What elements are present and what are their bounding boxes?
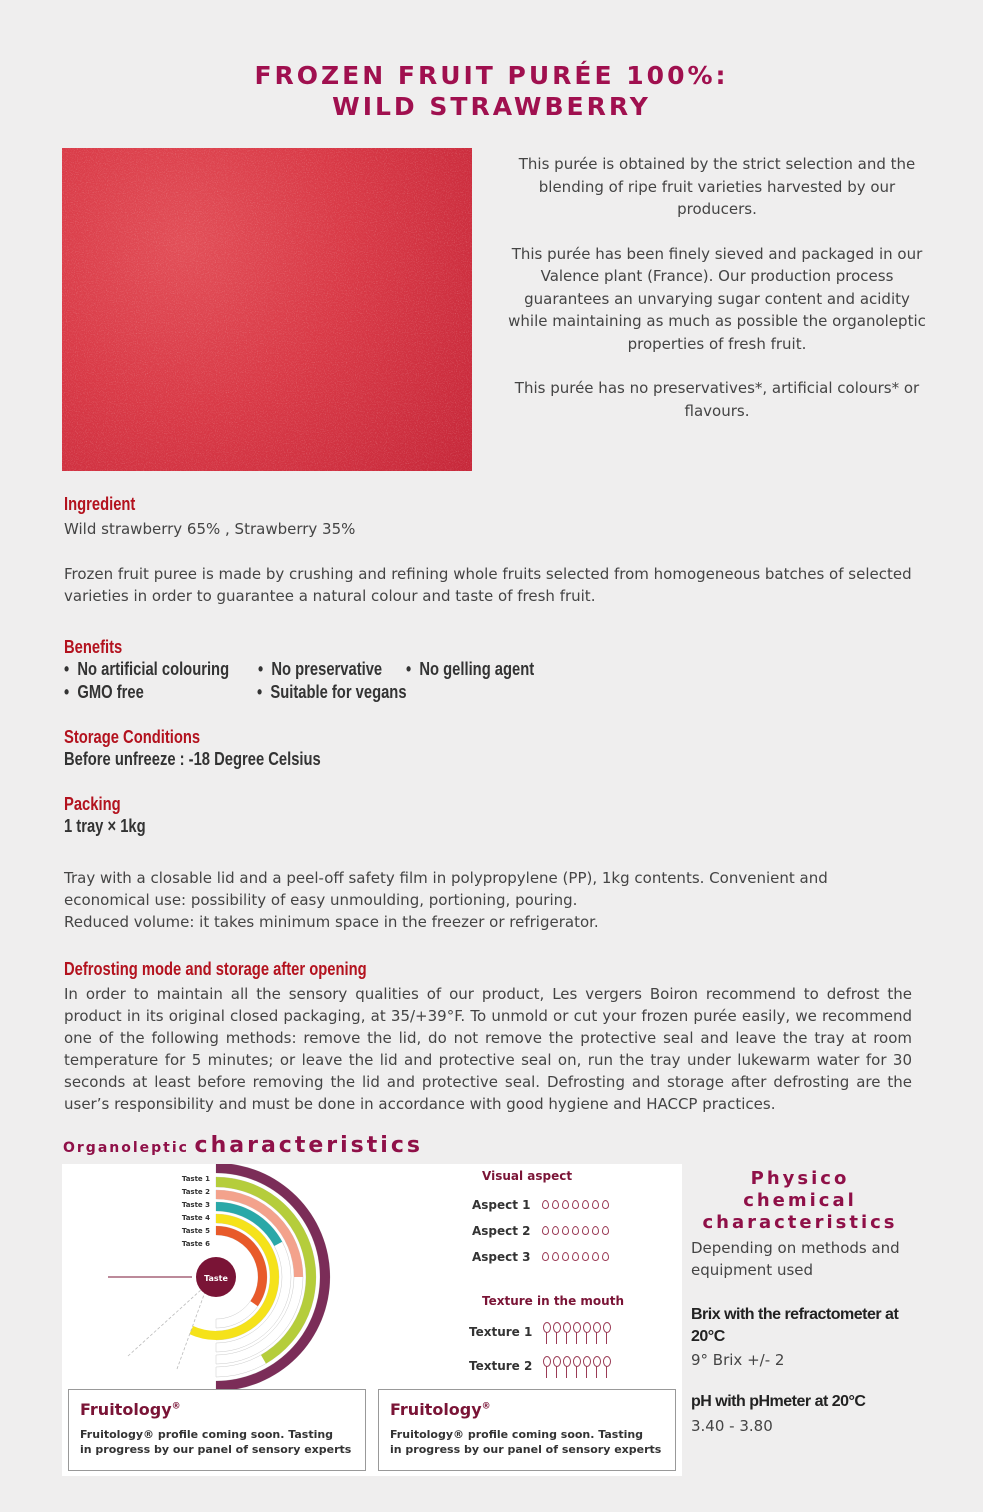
texture-heading: Texture in the mouth <box>482 1294 624 1308</box>
taste-label: Taste 4 <box>181 1214 210 1222</box>
benefit-item: • GMO free <box>64 682 144 702</box>
product-photo <box>62 148 472 471</box>
defrosting-heading: Defrosting mode and storage after opening <box>64 959 367 979</box>
aspect-row: Aspect 1 <box>472 1194 612 1213</box>
taste-guide-line <box>128 1289 202 1356</box>
fruitology-heading: Fruitology® <box>80 1400 181 1419</box>
fruitology-heading: Fruitology® <box>390 1400 491 1419</box>
brix-label: Brix with the refractometer at 20°C <box>691 1306 899 1345</box>
packing-heading: Packing <box>64 794 121 814</box>
physico-title: Physico chemical characteristics <box>702 1168 898 1233</box>
benefit-item: • Suitable for vegans <box>257 682 407 702</box>
benefits-heading: Benefits <box>64 637 123 657</box>
drop-icons <box>542 1194 612 1213</box>
ph-label: pH with pHmeter at 20°C <box>691 1393 866 1410</box>
packing-description <box>64 867 914 933</box>
aspect-row: Aspect 3 <box>472 1246 612 1265</box>
intro-paragraph-2: This purée has been finely sieved and packaged in our Valence plant (France). Our production process guarantees an unvarying sugar content and acidity while maintaining as much as possible the organoleptic properties of fresh fruit. <box>508 244 926 353</box>
taste-wheel <box>62 1164 362 1394</box>
visual-aspect-heading: Visual aspect <box>482 1169 573 1183</box>
ph-value: 3.40 - 3.80 <box>691 1417 773 1435</box>
ingredient-description: Frozen fruit puree is made by crushing and refining whole fruits selected from homogeneous batches of selected varieties in order to guarantee a natural colour and taste of fresh fruit. <box>64 565 912 605</box>
taste-label: Taste 1 <box>181 1175 210 1183</box>
texture-row: Texture 2 <box>469 1356 613 1382</box>
aspect-row: Aspect 2 <box>472 1220 612 1239</box>
organoleptic-title: Organoleptic characteristics <box>63 1133 423 1158</box>
benefit-item: • No preservative <box>258 659 383 679</box>
organoleptic-panel <box>62 1164 682 1476</box>
page-title-line-1: FROZEN FRUIT PURÉE 100%: <box>254 61 729 90</box>
intro-paragraph-3: This purée has no preservatives*, artificial colours* or flavours. <box>514 379 920 420</box>
intro-paragraph-1: This purée is obtained by the strict selection and the blending of ripe fruit varieties harvested by our producers. <box>518 155 916 218</box>
fruitology-box <box>378 1389 676 1471</box>
spoon-icons <box>543 1329 613 1348</box>
taste-center-label: Taste <box>204 1274 228 1283</box>
intro-text <box>508 153 926 444</box>
benefit-item: • No gelling agent <box>406 659 535 679</box>
taste-label: Taste 6 <box>181 1240 210 1248</box>
fruitology-box <box>68 1389 366 1471</box>
texture-row: Texture 1 <box>469 1322 613 1348</box>
physico-note: Depending on methods and equipment used <box>691 1239 900 1279</box>
storage-text: Before unfreeze : -18 Degree Celsius <box>64 749 321 769</box>
brix-value: 9° Brix +/- 2 <box>691 1351 785 1369</box>
packing-text: 1 tray × 1kg <box>64 816 146 836</box>
page-title-line-2: WILD STRAWBERRY <box>332 92 651 121</box>
packing-description-2: Reduced volume: it takes minimum space in the freezer or refrigerator. <box>64 913 599 931</box>
puree-texture <box>62 148 472 471</box>
taste-label: Taste 3 <box>181 1201 210 1209</box>
ingredient-text: Wild strawberry 65% , Strawberry 35% <box>64 520 356 538</box>
taste-label: Taste 2 <box>181 1188 210 1196</box>
taste-label: Taste 5 <box>181 1227 210 1235</box>
storage-heading: Storage Conditions <box>64 727 201 747</box>
spoon-icons <box>543 1363 613 1382</box>
defrosting-text: In order to maintain all the sensory qualities of our product, Les vergers Boiron recommend to defrost the product in its original closed packaging, at 35/+39°F. To unmold or cut your frozen purée easily, we recommend one of the following methods: remove the lid, do not remove the protective seal and leave the tray at room temperature for 5 minutes; or leave the lid and protective seal on, run the tray under lukewarm water for 30 seconds at least before removing the lid and protective seal. Defrosting and storage after defrosting are the user’s responsibility and must be done in accordance with good hygiene and HACCP practices. <box>64 985 912 1113</box>
ingredient-heading: Ingredient <box>64 494 136 514</box>
fruitology-text: Fruitology® profile coming soon. Tasting in progress by our panel of sensory experts <box>80 1428 352 1456</box>
fruitology-text: Fruitology® profile coming soon. Tasting in progress by our panel of sensory experts <box>390 1428 662 1456</box>
drop-icons <box>542 1220 612 1239</box>
packing-description-1: Tray with a closable lid and a peel-off safety film in polypropylene (PP), 1kg contents. Convenient and economical use: possibility of easy unmoulding, portioning, pouring. <box>64 869 828 909</box>
benefit-item: • No artificial colouring <box>64 659 230 679</box>
drop-icons <box>542 1246 612 1265</box>
